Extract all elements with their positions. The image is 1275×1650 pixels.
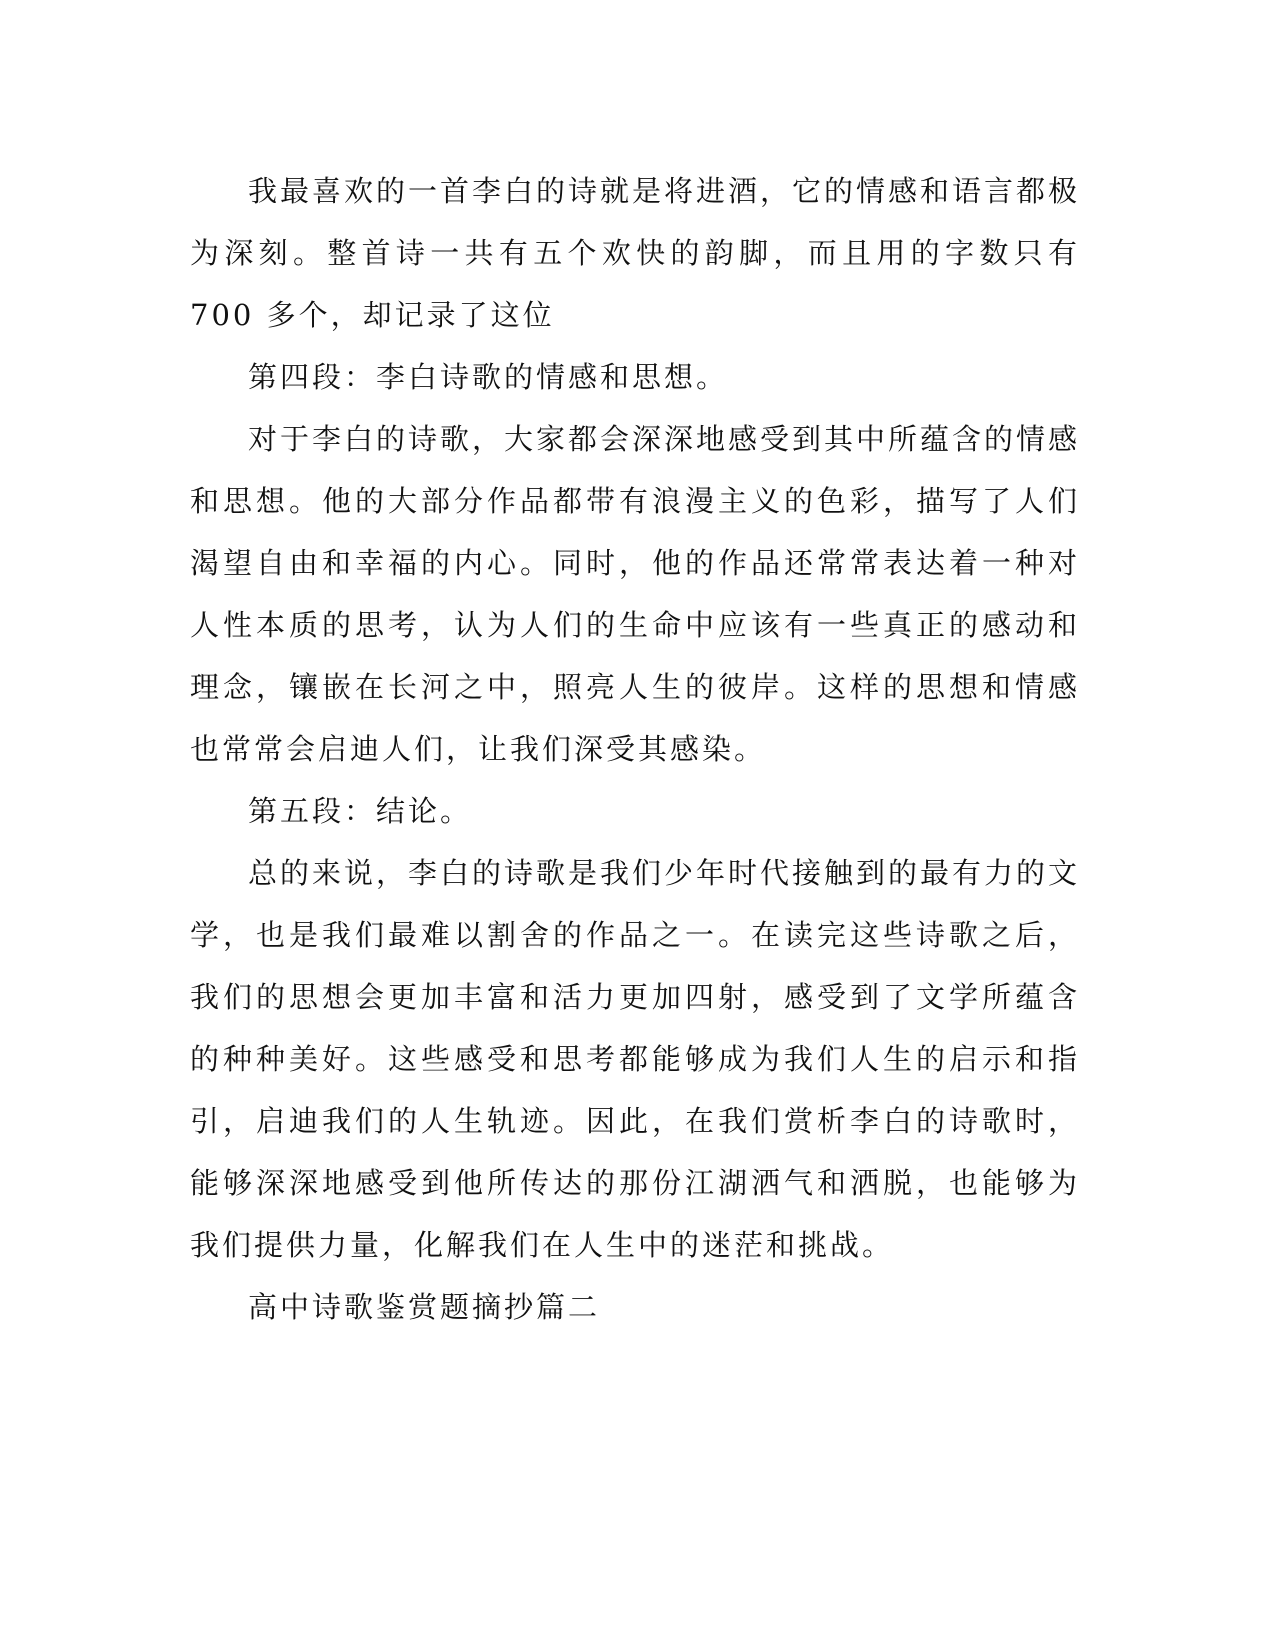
paragraph-jiangjinjiu-intro: 我最喜欢的一首李白的诗就是将进酒，它的情感和语言都极为深刻。整首诗一共有五个欢快的韵脚，而且用的字数只有 700 多个，却记录了这位 (190, 174, 1081, 332)
section-heading-5: 第五段：结论。 (248, 794, 473, 828)
paragraph-emotion-thought: 对于李白的诗歌，大家都会深深地感受到其中所蕴含的情感和思想。他的大部分作品都带有浪漫主义的色彩，描写了人们渴望自由和幸福的内心。同时，他的作品还常常表达着一种对人性本质的思考，认为人们的生命中应该有一些真正的感动和理念，镶嵌在长河之中，照亮人生的彼岸。这样的思想和情感也常常会启迪人们，让我们深受其感染。 (190, 422, 1081, 766)
document-body (190, 160, 1080, 1338)
section-heading-4: 第四段：李白诗歌的情感和思想。 (248, 360, 729, 394)
paragraph-conclusion: 总的来说，李白的诗歌是我们少年时代接触到的最有力的文学，也是我们最难以割舍的作品之一。在读完这些诗歌之后，我们的思想会更加丰富和活力更加四射，感受到了文学所蕴含的种种美好。这些感受和思考都能够成为我们人生的启示和指引，启迪我们的人生轨迹。因此，在我们赏析李白的诗歌时，能够深深地感受到他所传达的那份江湖洒气和洒脱，也能够为我们提供力量，化解我们在人生中的迷茫和挑战。 (190, 856, 1081, 1262)
article-title-part-2: 高中诗歌鉴赏题摘抄篇二 (248, 1290, 601, 1324)
